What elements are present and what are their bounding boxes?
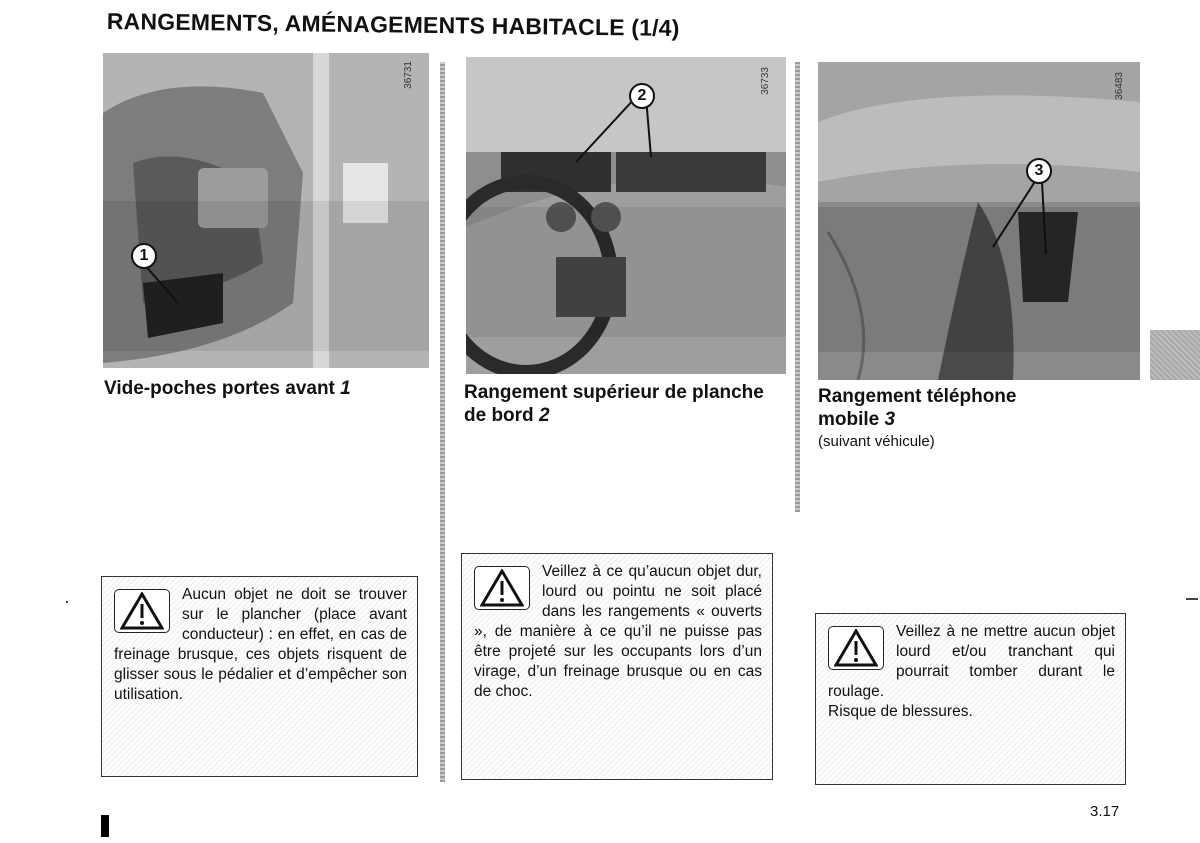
heading-text: Rangement supérieur de planche de bord: [464, 382, 764, 426]
section-heading: [104, 377, 434, 400]
callout-number: 3: [1034, 162, 1044, 179]
edge-mark: [1186, 598, 1198, 600]
heading-number: 2: [538, 405, 550, 426]
heading-text: Vide-poches portes avant: [104, 378, 341, 399]
warning-box: [815, 613, 1126, 785]
photo-front-door-pocket: [103, 53, 429, 368]
callout-number: 2: [637, 87, 647, 104]
column-divider: [795, 62, 800, 512]
warning-triangle-icon: [114, 589, 170, 633]
photo-dashboard-storage: [466, 57, 786, 374]
callout-1: [131, 243, 157, 269]
heading-number: 3: [884, 409, 896, 430]
edge-mark: [66, 601, 68, 603]
callout-number: 1: [139, 247, 149, 264]
photo-reference: 36731: [403, 61, 414, 89]
section-heading: [818, 385, 1068, 431]
warning-triangle-icon: [474, 566, 530, 610]
warning-box: [461, 553, 773, 780]
page-title: RANGEMENTS, AMÉNAGEMENTS HABITACLE (1/4): [106, 8, 680, 41]
warning-box: [101, 576, 418, 777]
callout-2: [629, 83, 655, 109]
photo-reference: 36483: [1114, 72, 1125, 100]
photo-reference: 36733: [760, 67, 771, 95]
heading-number: 1: [340, 378, 351, 399]
warning-extra-text: Risque de blessures.: [828, 703, 973, 720]
warning-text: Veillez à ce qu’aucun objet dur, lourd ou pointu ne soit placé dans les rangements « ouverts », de manière à ce qu’il ne puisse pas être projeté sur les occupants lors d’un virage, d’un freinage brusque ou en cas de choc.: [474, 563, 762, 700]
warning-text: Aucun objet ne doit se trouver sur le plancher (place avant conducteur) : en effet, en cas de freinage brusque, ces objets risquent de glisser sous le pédalier et d’empêcher son utilisation.: [114, 586, 407, 703]
callout-3: [1026, 158, 1052, 184]
warning-triangle-icon: [828, 626, 884, 670]
section-marker: [101, 815, 109, 837]
photo-phone-storage: [818, 62, 1140, 380]
section-heading: [464, 381, 764, 427]
column-divider: [440, 62, 445, 782]
page-number: 3.17: [1090, 803, 1120, 820]
warning-text: Veillez à ne mettre aucun objet lourd et/ou tranchant qui pourrait tomber durant le roulage.: [828, 623, 1115, 700]
availability-note: (suivant véhicule): [818, 433, 935, 450]
heading-text: Rangement téléphone mobile: [818, 386, 1017, 430]
chapter-tab: [1150, 330, 1200, 380]
